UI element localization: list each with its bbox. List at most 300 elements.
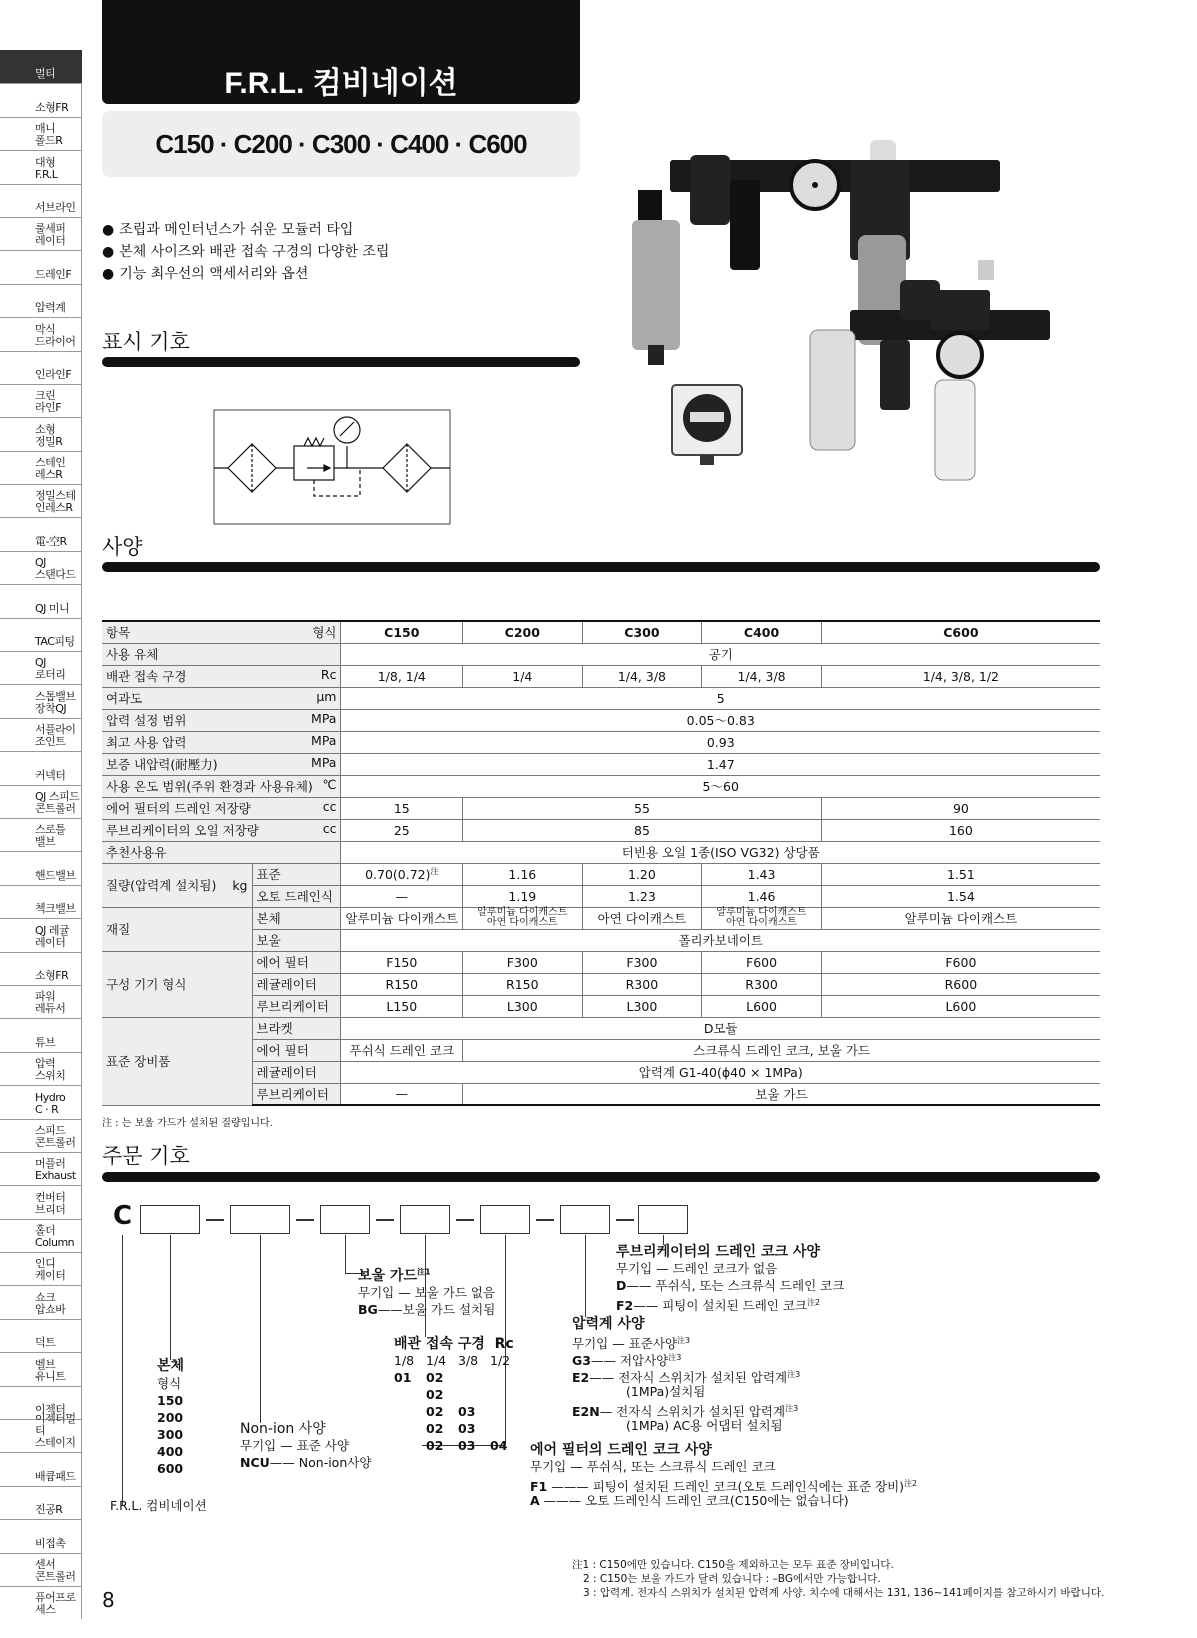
model-banner (102, 111, 580, 177)
table-row (102, 709, 1100, 731)
table-row (102, 995, 1100, 1017)
sidebar-item-label: 드레인F (35, 267, 72, 281)
sidebar-item-label: 정밀스테 인레스R (35, 489, 76, 515)
unit: Rc (320, 667, 337, 682)
lub-drain-title: 루브리케이터의 드레인 코크 사양 (616, 1244, 820, 1260)
desc: —— 저압사양 (590, 1353, 669, 1369)
cell (702, 907, 821, 929)
section-bar (102, 1172, 1100, 1182)
table-row (102, 797, 1100, 819)
code: E2N (572, 1404, 600, 1420)
leader-line (585, 1235, 586, 1317)
sidebar-item-label: 매니 폴드R (35, 122, 63, 148)
dash (536, 1219, 554, 1221)
sidebar-item[interactable] (0, 50, 82, 83)
sidebar-item[interactable] (0, 1052, 82, 1085)
sidebar-item[interactable] (0, 918, 82, 951)
cell: 보울 가드 (463, 1083, 1100, 1105)
cell: D모듈 (341, 1017, 1100, 1039)
port-cell: 01 (394, 1370, 412, 1385)
cell: 160 (821, 819, 1100, 841)
page-title: F.R.L. 컴비네이션 (224, 67, 458, 100)
cell: 압력계 G1-40(ϕ40 × 1MPa) (341, 1061, 1100, 1083)
sidebar-item-label: 홀더 Column (35, 1224, 75, 1250)
dash (456, 1219, 474, 1221)
code-box-nonion (230, 1205, 290, 1234)
cell: 스크류식 드레인 코크, 보울 가드 (463, 1039, 1100, 1061)
cell: 1.54 (821, 885, 1100, 907)
sidebar-index (0, 50, 82, 1619)
code-box-filter-drain (480, 1205, 530, 1234)
row-label: 사용 유체 (102, 643, 341, 665)
desc: —— Non-ion사양 (269, 1455, 372, 1470)
leader-line (170, 1235, 171, 1360)
cell: 0.93 (341, 731, 1100, 753)
note: 注3 (787, 1370, 801, 1379)
dash (616, 1219, 634, 1221)
table-row (102, 621, 1100, 643)
sidebar-item-label: 쇼크 압쇼바 (35, 1290, 66, 1316)
sidebar-item[interactable] (0, 1085, 82, 1118)
cell: 1.47 (341, 753, 1100, 775)
bowl-l2 (358, 1301, 495, 1318)
section-title-spec: 사양 (102, 535, 143, 559)
spec-table (102, 620, 1100, 1106)
code-box-port (400, 1205, 450, 1234)
model-col: C400 (702, 621, 821, 643)
cell: L600 (821, 995, 1100, 1017)
label: 보증 내압력(耐壓力) (106, 757, 218, 772)
title: 배관 접속 구경 (394, 1336, 485, 1352)
sub-label: 보울 (252, 929, 341, 951)
cell: L300 (582, 995, 702, 1017)
lub-drain-l1: 무기입 — 드레인 코크가 없음 (616, 1261, 778, 1276)
digital-gauge-module (672, 385, 742, 465)
cell (463, 907, 582, 929)
cell: 1.19 (463, 885, 582, 907)
footnote: 注1 : C150에만 있습니다. C150을 제외하고는 모두 표준 장비입니다. (572, 1559, 894, 1571)
port-cell: 03 (458, 1404, 476, 1419)
label: 질량(압력계 설치됨) (106, 878, 217, 893)
note-mark: 注 (430, 866, 439, 876)
frl-label: F.R.L. 컴비네이션 (110, 1498, 207, 1513)
row-label (102, 709, 341, 731)
order-code-diagram (102, 1201, 1102, 1575)
sidebar-item[interactable] (0, 1252, 82, 1285)
leader-line (122, 1235, 123, 1505)
row-label: 표준 장비품 (102, 1017, 252, 1105)
filter-drain-l3 (530, 1492, 849, 1509)
sidebar-item[interactable] (0, 417, 82, 450)
sidebar-item[interactable] (0, 1586, 82, 1619)
row-label (102, 687, 341, 709)
sidebar-item-label: QJ 로터리 (35, 656, 66, 682)
table-row (102, 951, 1100, 973)
sidebar-item[interactable] (0, 150, 82, 183)
title: 보울 가드 (358, 1268, 417, 1284)
sidebar-item-label: Hydro C · R (35, 1090, 66, 1116)
table-row (102, 1017, 1100, 1039)
cell: 아연 다이캐스트 (582, 907, 702, 929)
cell: 1.20 (582, 863, 702, 885)
sidebar-item-label: 이젝터멀티 스테이지 (35, 1412, 76, 1450)
sidebar-item-label: 서브라인 (35, 200, 76, 214)
sidebar-item[interactable] (0, 184, 82, 217)
sidebar-item[interactable] (0, 83, 82, 116)
port-cell: 02 (426, 1404, 444, 1419)
cell: — (341, 1083, 463, 1105)
table-row (102, 1039, 1100, 1061)
code-box-bowl (320, 1205, 370, 1234)
sub-label: 표준 (252, 863, 341, 885)
desc: ——보울 가드 설치됨 (377, 1302, 496, 1317)
cell: R150 (463, 973, 582, 995)
table-row (102, 775, 1100, 797)
sidebar-item[interactable] (0, 1152, 82, 1185)
desc: 무기입 — 표준사양 (572, 1336, 677, 1352)
cell: L600 (702, 995, 821, 1017)
sidebar-item-label: QJ 미니 (35, 601, 70, 615)
sidebar-item-label: QJ 레귤 레이터 (35, 923, 70, 949)
cell: L300 (463, 995, 582, 1017)
row-label: 추천사용유 (102, 841, 341, 863)
table-row (102, 841, 1100, 863)
sidebar-item-label: TAC피팅 (35, 635, 75, 649)
label: 루브리케이터의 오일 저장량 (106, 823, 259, 838)
port-cell: 03 (458, 1421, 476, 1436)
cell: F600 (702, 951, 821, 973)
sidebar-item-label: 스테인 레스R (35, 456, 66, 482)
note: 注3 (785, 1404, 799, 1413)
port-head: 1/2 (490, 1353, 511, 1368)
footnotes (572, 1558, 1104, 1600)
code: D (616, 1278, 627, 1293)
cell: 공기 (341, 643, 1100, 665)
port-cell: 02 (426, 1387, 444, 1402)
cell: — (341, 885, 463, 907)
sidebar-item-label: 파워 레듀서 (35, 990, 66, 1016)
cell: F600 (821, 951, 1100, 973)
cell: F150 (341, 951, 463, 973)
sidebar-item-label: 스피드 콘트롤러 (35, 1123, 76, 1149)
table-row (102, 885, 1100, 907)
table-row (102, 687, 1100, 709)
unit: ℃ (322, 777, 337, 792)
cell: R600 (821, 973, 1100, 995)
port-head: 1/4 (426, 1353, 447, 1368)
nonion-l2 (240, 1454, 371, 1471)
cell: 25 (341, 819, 463, 841)
table-row (102, 731, 1100, 753)
cell: 알루미늄 다이캐스트 (341, 907, 463, 929)
desc: ——— 오토 드레인식 드레인 코크(C150에는 없습니다) (543, 1493, 849, 1508)
cell: 1/4, 3/8 (702, 665, 821, 687)
model-list: C150 · C200 · C300 · C400 · C600 (155, 129, 527, 159)
sidebar-item[interactable] (0, 351, 82, 384)
sidebar-item-label: 덕트 (35, 1336, 56, 1350)
nonion-title: Non-ion 사양 (240, 1421, 326, 1437)
sidebar-item[interactable] (0, 885, 82, 918)
feature-item: ● 조립과 메인터넌스가 쉬운 모듈러 타입 (102, 219, 389, 241)
code: E2 (572, 1370, 590, 1386)
sidebar-item[interactable] (0, 117, 82, 150)
sidebar-item-label: 소형FR (35, 100, 69, 114)
section-bar (102, 357, 580, 367)
sidebar-item-label: 첵크밸브 (35, 902, 76, 916)
sidebar-item-label: 인디 케이터 (35, 1257, 66, 1283)
model-col: C600 (821, 621, 1100, 643)
port-cell: 02 (426, 1421, 444, 1436)
row-label (102, 731, 341, 753)
sidebar-item-label: 소형 정밀R (35, 422, 63, 448)
sidebar-item[interactable] (0, 1185, 82, 1218)
section-title-symbol: 표시 기호 (102, 330, 190, 354)
sidebar-item[interactable] (0, 584, 82, 617)
sidebar-item-label: 스로틀 밸브 (35, 823, 66, 849)
value: 알루미늄 다이캐스트 아연 다이캐스트 (477, 907, 568, 928)
code-box-lub-drain (638, 1205, 688, 1234)
dash (376, 1219, 394, 1221)
table-row (102, 863, 1100, 885)
body-item: 600 (157, 1461, 184, 1476)
unit: Rc (494, 1336, 514, 1352)
table-row (102, 665, 1100, 687)
row-label (102, 797, 341, 819)
sidebar-item-label: 머플러 Exhaust (35, 1157, 76, 1183)
cell: F300 (582, 951, 702, 973)
nonion-l1: 무기입 — 표준 사양 (240, 1438, 349, 1453)
table-row (102, 929, 1100, 951)
sidebar-item[interactable] (0, 1519, 82, 1552)
sidebar-item[interactable] (0, 651, 82, 684)
model-col: C300 (582, 621, 702, 643)
cell: R300 (702, 973, 821, 995)
code-box-body (140, 1205, 200, 1234)
sidebar-item-label: 서플라이 조인트 (35, 723, 76, 749)
label: 사용 온도 범위(주위 환경과 사용유체) (106, 779, 313, 794)
spec-note: 注 : 는 보울 가드가 설치된 질량입니다. (102, 1118, 273, 1129)
sidebar-item[interactable] (0, 1319, 82, 1352)
cell: R150 (341, 973, 463, 995)
sidebar-item-label: 크린 라인F (35, 389, 62, 415)
body-item: 400 (157, 1444, 184, 1459)
row-label: 재질 (102, 907, 252, 951)
pneumatic-symbol-diagram (212, 408, 452, 526)
note: 注2 (904, 1479, 918, 1488)
sidebar-item[interactable] (0, 1018, 82, 1051)
lub-drain-l2 (616, 1277, 844, 1294)
code: F2 (616, 1298, 634, 1314)
port-cell: 04 (490, 1438, 508, 1453)
unit: μm (316, 689, 337, 704)
port-title (394, 1333, 514, 1353)
code: BG (358, 1302, 378, 1317)
sidebar-item-label: 멀티 (35, 67, 56, 81)
note: 注3 (676, 1336, 691, 1345)
sidebar-item-label: 핸드밸브 (35, 868, 76, 882)
desc: ——— 피팅이 설치된 드레인 코크(오토 드레인식에는 표준 장비) (551, 1479, 905, 1495)
row-label (102, 819, 341, 841)
note: 注2 (806, 1298, 821, 1307)
sidebar-item[interactable] (0, 517, 82, 550)
sub-label: 루브리케이터 (252, 1083, 341, 1105)
sidebar-item-label: 스톱밸브 장착QJ (35, 689, 76, 715)
model-col: C150 (341, 621, 463, 643)
row-label: 구성 기기 형식 (102, 951, 252, 1017)
cell: 1.23 (582, 885, 702, 907)
frl-unit-small (810, 260, 1050, 480)
code: G3 (572, 1353, 591, 1369)
sidebar-item-label: 電-空R (35, 534, 67, 548)
code: F1 (530, 1479, 548, 1495)
section-bar (102, 562, 1100, 572)
label: 최고 사용 압력 (106, 735, 187, 750)
row-label (102, 753, 341, 775)
table-row (102, 973, 1100, 995)
header-item-type (102, 621, 341, 643)
row-label (102, 775, 341, 797)
sidebar-item-label: 룰세퍼 레이터 (35, 222, 66, 248)
cell: 85 (463, 819, 822, 841)
body-item: 150 (157, 1393, 184, 1408)
body-title: 본체 (157, 1358, 185, 1374)
label: 여과도 (106, 691, 143, 706)
dash (206, 1219, 224, 1221)
cell: 1.46 (702, 885, 821, 907)
unit: cc (322, 799, 337, 814)
bowl-title (358, 1265, 431, 1285)
sidebar-item[interactable] (0, 1119, 82, 1152)
sidebar-item[interactable] (0, 484, 82, 517)
sidebar-item-label: 이젝터 (35, 1403, 66, 1417)
sidebar-item[interactable] (0, 985, 82, 1018)
sidebar-item[interactable] (0, 1219, 82, 1252)
sidebar-item-label: 압력 스위치 (35, 1057, 66, 1083)
title-banner (102, 0, 580, 104)
sidebar-item[interactable] (0, 818, 82, 851)
cell: 1/4 (463, 665, 582, 687)
sidebar-item[interactable] (0, 1285, 82, 1318)
sidebar-item[interactable] (0, 250, 82, 283)
filter-drain-l1: 무기입 — 푸쉬식, 또는 스크류식 드레인 코크 (530, 1459, 776, 1474)
note: 注1 (416, 1267, 431, 1277)
code: NCU (240, 1455, 270, 1470)
cell: 폴리카보네이트 (341, 929, 1100, 951)
gauge-l4c: (1MPa) AC용 어댑터 설치됨 (626, 1418, 783, 1433)
sidebar-item[interactable] (0, 284, 82, 317)
sub-label: 루브리케이터 (252, 995, 341, 1017)
sidebar-item-label: 센서 콘트롤러 (35, 1557, 76, 1583)
cell: 1.51 (821, 863, 1100, 885)
table-row (102, 1061, 1100, 1083)
model-col: C200 (463, 621, 582, 643)
port-head: 1/8 (394, 1353, 415, 1368)
sidebar-item[interactable] (0, 718, 82, 751)
sidebar-item[interactable] (0, 751, 82, 784)
sidebar-item[interactable] (0, 785, 82, 818)
table-row (102, 819, 1100, 841)
sidebar-item[interactable] (0, 684, 82, 717)
port-cell: 03 (458, 1438, 476, 1453)
table-row (102, 1083, 1100, 1105)
port-cell: 02 (426, 1438, 444, 1453)
feature-item: ● 기능 최우선의 액세서리와 옵션 (102, 263, 389, 285)
sidebar-item-label: QJ 스피드 콘트롤러 (35, 789, 80, 815)
code: A (530, 1493, 540, 1508)
sidebar-item[interactable] (0, 952, 82, 985)
sub-label: 브라켓 (252, 1017, 341, 1039)
cell: 푸쉬식 드레인 코크 (341, 1039, 463, 1061)
unit: kg (232, 878, 248, 893)
sub-label: 본체 (252, 907, 341, 929)
cell: 알루미늄 다이캐스트 (821, 907, 1100, 929)
cell: R300 (582, 973, 702, 995)
gauge-l3c: (1MPa)설치됨 (626, 1384, 706, 1399)
sub-label: 오토 드레인식 (252, 885, 341, 907)
sidebar-item[interactable] (0, 1452, 82, 1485)
sidebar-item-label: 커넥터 (35, 768, 66, 782)
order-prefix: C (113, 1201, 133, 1231)
sidebar-item-label: 배큠패드 (35, 1469, 76, 1483)
sidebar-item[interactable] (0, 1412, 82, 1452)
sidebar-item[interactable] (0, 1553, 82, 1586)
sidebar-item[interactable] (0, 851, 82, 884)
sidebar-item[interactable] (0, 217, 82, 250)
desc: —— 푸쉬식, 또는 스크류식 드레인 코크 (626, 1278, 845, 1293)
table-row (102, 643, 1100, 665)
cell: 15 (341, 797, 463, 819)
unit: cc (322, 821, 337, 836)
footnote: 3 : 압력계. 전자식 스위치가 설치된 압력계 사양. 치수에 대해서는 131, 136~141페이지를 참고하시기 바랍니다. (583, 1587, 1105, 1599)
cell: 1/4, 3/8, 1/2 (821, 665, 1100, 687)
label: 압력 설정 범위 (106, 713, 187, 728)
label: 배관 접속 구경 (106, 669, 187, 684)
cell: 1/8, 1/4 (341, 665, 463, 687)
code-box-gauge (560, 1205, 610, 1234)
cell: 터빈용 오일 1종(ISO VG32) 상당품 (341, 841, 1100, 863)
sidebar-item[interactable] (0, 384, 82, 417)
dash (296, 1219, 314, 1221)
note: 注3 (668, 1353, 682, 1362)
cell: 1.16 (463, 863, 582, 885)
unit: MPa (311, 733, 337, 748)
sidebar-item[interactable] (0, 1486, 82, 1519)
sidebar-item[interactable] (0, 618, 82, 651)
sub-label: 레귤레이터 (252, 1061, 341, 1083)
sidebar-item[interactable] (0, 551, 82, 584)
sidebar-item[interactable] (0, 451, 82, 484)
sub-label: 에어 필터 (252, 951, 341, 973)
sidebar-item-label: 압력계 (35, 301, 66, 315)
sidebar-item[interactable] (0, 1352, 82, 1385)
sidebar-item-label: 비접촉 (35, 1536, 66, 1550)
bowl-l1: 무기입 — 보울 가드 없음 (358, 1285, 496, 1300)
page-number: 8 (102, 1588, 115, 1612)
leader-line (260, 1235, 261, 1423)
sidebar-item-label: 진공R (35, 1503, 63, 1517)
port-cell: 02 (426, 1370, 444, 1385)
value: 0.70(0.72) (365, 867, 431, 883)
table-row (102, 907, 1100, 929)
filter-drain-title: 에어 필터의 드레인 코크 사양 (530, 1442, 712, 1458)
section-title-order: 주문 기호 (102, 1144, 190, 1168)
unit: MPa (311, 755, 337, 770)
port-head: 3/8 (458, 1353, 479, 1368)
cell: 90 (821, 797, 1100, 819)
sidebar-item[interactable] (0, 317, 82, 350)
label: 에어 필터의 드레인 저장량 (106, 801, 251, 816)
cell (341, 863, 463, 885)
